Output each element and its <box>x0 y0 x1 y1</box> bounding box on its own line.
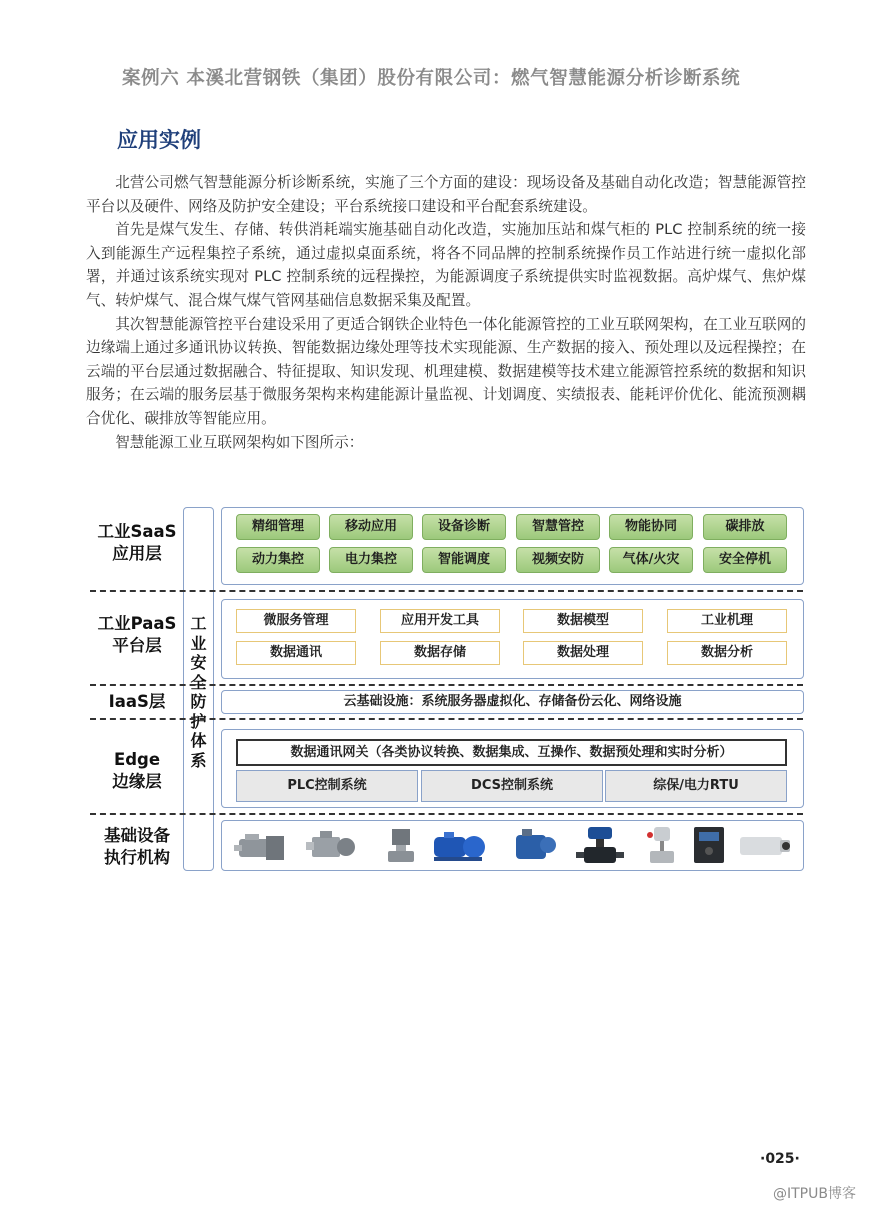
edge-control-system: DCS控制系统 <box>421 770 603 802</box>
saas-item: 视频安防 <box>516 547 600 573</box>
edge-gateway-box: 数据通讯网关（各类协议转换、数据集成、互操作、数据预处理和实时分析） <box>236 739 787 766</box>
edge-control-system: 综保/电力RTU <box>605 770 787 802</box>
paragraph-3: 其次智慧能源管控平台建设采用了更适合钢铁企业特色一体化能源管控的工业互联网架构，在工业互联网的边缘端上通过多通讯协议转换、智能数据边缘处理等技术实现能源、生产数据的接入、预处理以及远程操控；在云端的平台层通过数据融合、特征提取、知识发现、机理建模、数据建模等技术建立能源管控系统的数据和知识服务；在云端的服务层基于微服务架构来构建能源计量监视、计划调度、实绩报表、能耗评价优化、能流预测耦合优化、碳排放等智能应用。 <box>86 315 806 427</box>
saas-item: 智能调度 <box>422 547 506 573</box>
iaas-infrastructure-text: 云基础设施：系统服务器虚拟化、存储备份云化、网络设施 <box>343 694 682 709</box>
saas-item: 碳排放 <box>703 514 787 540</box>
saas-item: 气体/火灾 <box>609 547 693 573</box>
gate-valve-icon <box>570 825 628 865</box>
paragraph-4: 智慧能源工业互联网架构如下图所示： <box>115 433 364 451</box>
layer-label-saas: 工业SaaS 应用层 <box>97 522 177 563</box>
page-header-title: 案例六 本溪北营钢铁（集团）股份有限公司：燃气智慧能源分析诊断系统 <box>122 68 741 89</box>
section-heading: 应用实例 <box>117 128 201 152</box>
saas-item: 精细管理 <box>236 514 320 540</box>
saas-item: 电力集控 <box>329 547 413 573</box>
paragraph-1: 北营公司燃气智慧能源分析诊断系统，实施了三个方面的建设：现场设备及基础自动化改造；智慧能源管控平台以及硬件、网络及防护安全建设；平台系统接口建设和平台配套系统建设。 <box>86 174 806 215</box>
valve-actuator-icon <box>372 825 430 865</box>
body-text <box>86 171 806 454</box>
saas-item: 安全停机 <box>703 547 787 573</box>
saas-item: 智慧管控 <box>516 514 600 540</box>
saas-item: 设备诊断 <box>422 514 506 540</box>
paas-item: 数据存储 <box>380 641 500 665</box>
paas-item: 微服务管理 <box>236 609 356 633</box>
saas-item: 动力集控 <box>236 547 320 573</box>
paas-item: 数据处理 <box>523 641 643 665</box>
iaas-layer-box <box>221 690 804 714</box>
frequency-inverter-icon <box>680 825 738 865</box>
electric-actuator-icon <box>506 825 564 865</box>
paas-item: 应用开发工具 <box>380 609 500 633</box>
paas-item: 数据分析 <box>667 641 787 665</box>
security-protection-label: 工业安全防护体系 <box>190 614 207 770</box>
blue-pump-icon <box>430 825 488 865</box>
edge-control-system: PLC控制系统 <box>236 770 418 802</box>
security-protection-column <box>183 507 214 871</box>
saas-item: 物能协同 <box>609 514 693 540</box>
layer-label-base: 基础设备 执行机构 <box>104 826 170 867</box>
layer-label-edge: Edge 边缘层 <box>112 750 162 791</box>
paas-item: 工业机理 <box>667 609 787 633</box>
layer-label-paas: 工业PaaS 平台层 <box>97 614 177 655</box>
paas-item: 数据模型 <box>523 609 643 633</box>
camera-icon <box>736 825 794 865</box>
servo-motor-icon <box>233 825 291 865</box>
page-number: ·025· <box>760 1151 800 1167</box>
watermark: @ITPUB博客 <box>773 1186 856 1202</box>
paragraph-2: 首先是煤气发生、存储、转供消耗端实施基础自动化改造，实施加压站和煤气柜的 PLC 控制系统的统一接入到能源生产远程集控子系统，通过虚拟桌面系统，将各不同品牌的控制系统操作员工作站进行统一虚拟化部署，并通过该系统实现对 PLC 控制系统的远程操控，为能源调度子系统提供实时监视数据。高炉煤气、焦炉煤气、转炉煤气、混合煤气煤气管网基础信息数据采集及配置。 <box>86 221 806 309</box>
saas-item: 移动应用 <box>329 514 413 540</box>
layer-label-iaas: IaaS层 <box>108 692 166 711</box>
paas-item: 数据通讯 <box>236 641 356 665</box>
reducer-gearbox-icon <box>302 825 360 865</box>
